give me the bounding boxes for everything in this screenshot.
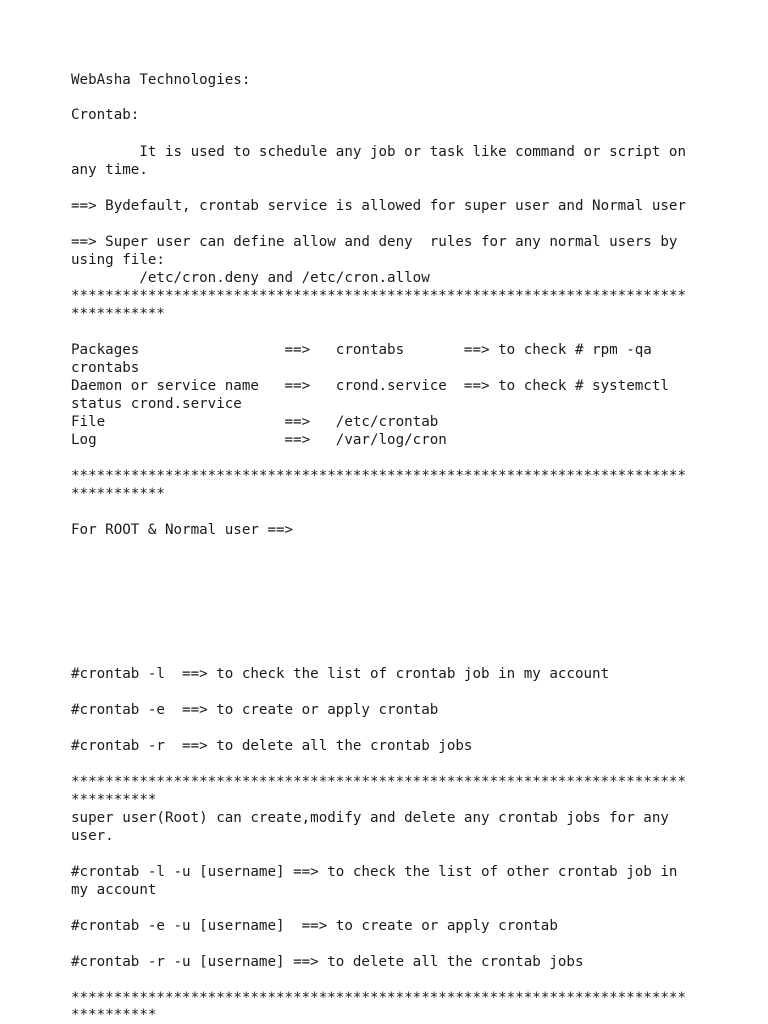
separator-line: ************************************************************************ — [71, 288, 686, 304]
separator-line: ************************************************************************ — [71, 468, 686, 484]
doc-line: /etc/cron.deny and /etc/cron.allow — [71, 270, 430, 286]
doc-line: any time. — [71, 162, 148, 178]
doc-line: using file: — [71, 252, 165, 268]
separator-line: ********** — [71, 792, 157, 808]
doc-line: File ==> /etc/crontab — [71, 414, 439, 430]
doc-line: ==> Super user can define allow and deny rules for any normal users by — [71, 234, 678, 250]
separator-line: ********** — [71, 1007, 157, 1023]
doc-line: ==> Bydefault, crontab service is allowed for super user and Normal user — [71, 198, 686, 214]
doc-line: #crontab -l ==> to check the list of crontab job in my account — [71, 666, 610, 682]
doc-line: #crontab -r -u [username] ==> to delete all the crontab jobs — [71, 954, 584, 970]
separator-line: ************************************************************************ — [71, 990, 686, 1006]
doc-line: super user(Root) can create,modify and delete any crontab jobs for any — [71, 810, 669, 826]
doc-line: #crontab -e -u [username] ==> to create or apply crontab — [71, 918, 558, 934]
doc-line: status crond.service — [71, 396, 242, 412]
doc-line: #crontab -r ==> to delete all the crontab jobs — [71, 738, 473, 754]
doc-line: Daemon or service name ==> crond.service ==> to check # systemctl — [71, 378, 669, 394]
doc-line: Log ==> /var/log/cron — [71, 432, 447, 448]
doc-line: For ROOT & Normal user ==> — [71, 522, 294, 538]
doc-line: Packages ==> crontabs ==> to check # rpm -qa — [71, 342, 652, 358]
doc-line-heading: Crontab: — [71, 107, 140, 123]
doc-line: #crontab -l -u [username] ==> to check the list of other crontab job in — [71, 864, 678, 880]
doc-line: my account — [71, 882, 157, 898]
doc-line: user. — [71, 828, 114, 844]
doc-line: crontabs — [71, 360, 140, 376]
separator-line: ************************************************************************ — [71, 774, 686, 790]
doc-line: #crontab -e ==> to create or apply crontab — [71, 702, 439, 718]
separator-line: *********** — [71, 306, 165, 322]
separator-line: *********** — [71, 486, 165, 502]
doc-line: It is used to schedule any job or task like command or script on — [71, 144, 686, 160]
doc-line-company: WebAsha Technologies: — [71, 72, 251, 88]
